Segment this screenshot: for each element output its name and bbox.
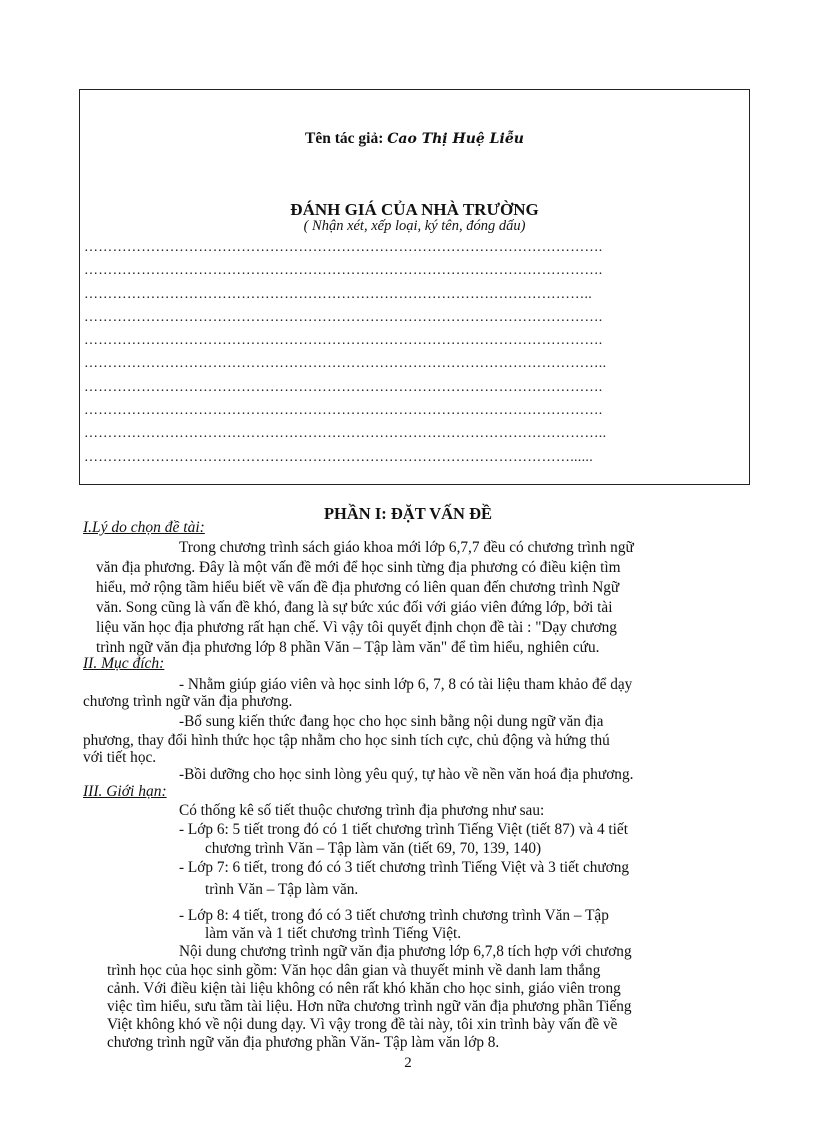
paragraph-line: Việt không khó về nội dung dạy. Vì vậy trong đề tài này, tôi xin trình bày vấn đề về (107, 1016, 618, 1033)
section-heading-reason: I.Lý do chọn đề tài: (83, 519, 205, 536)
paragraph-line: Trong chương trình sách giáo khoa mới lớp 6,7,7 đều có chương trình ngữ (179, 539, 634, 556)
paragraph-line: trình ngữ văn địa phương lớp 8 phần Văn – Tập làm văn" để tìm hiểu, nghiên cứu. (96, 639, 600, 656)
page-number: 2 (404, 1055, 412, 1071)
paragraph-line: văn. Song cũng là vấn đề khó, đang là sự bức xúc đối với giáo viên đứng lớp, bởi tài (96, 599, 613, 616)
paragraph-line: hiểu, mở rộng tầm hiểu biết về vấn đề địa phương có liên quan đến chương trình Ngữ (96, 579, 620, 596)
dot-line: …………………………………………………………………………………………….. (84, 286, 593, 302)
dot-line: ……………………………………………………………………………………………….. (84, 426, 607, 442)
list-item-continuation: trình Văn – Tập làm văn. (205, 881, 359, 898)
paragraph-line: việc tìm hiểu, sưu tầm tài liệu. Hơn nữa chương trình ngữ văn địa phương phần Tiếng (107, 998, 632, 1015)
dot-line: ………………………………………………………………………………………………. (84, 263, 603, 279)
evaluation-subtitle: ( Nhận xét, xếp loại, ký tên, đóng dấu) (303, 218, 526, 234)
paragraph-line: chương trình ngữ văn địa phương. (83, 693, 293, 710)
paragraph-line: chương trình ngữ văn địa phương phần Văn- Tập làm văn lớp 8. (107, 1034, 500, 1051)
author-label: Tên tác giả: (305, 130, 384, 147)
section-heading-scope: III. Giới hạn: (83, 783, 167, 800)
paragraph-line: liệu văn học địa phương rất hạn chế. Vì vậy tôi quyết định chọn đề tài : "Dạy chương (96, 619, 617, 636)
dot-line: ………………………………………………………………………………………………. (84, 333, 603, 349)
evaluation-box (79, 89, 750, 485)
part-title: PHẦN I: ĐẶT VẤN ĐỀ (323, 504, 493, 523)
paragraph-line: với tiết học. (83, 749, 157, 766)
list-item-continuation: chương trình Văn – Tập làm văn (tiết 69, 70, 139, 140) (205, 840, 542, 857)
list-item: - Lớp 8: 4 tiết, trong đó có 3 tiết chương trình chương trình Văn – Tập (179, 907, 609, 924)
paragraph-line: -Bổ sung kiến thức đang học cho học sinh bằng nội dung ngữ văn địa (179, 713, 604, 730)
evaluation-title: ĐÁNH GIÁ CỦA NHÀ TRƯỜNG (290, 200, 539, 219)
dot-line: ………………………………………………………………………………………………. (84, 403, 603, 419)
author-name: Cao Thị Huệ Liễu (387, 131, 524, 147)
dot-line: ………………………………………………………………………………………………. (84, 309, 603, 325)
paragraph-line: phương, thay đổi hình thức học tập nhằm cho học sinh tích cực, chủ động và hứng thú (83, 732, 610, 749)
dot-line: ……………………………………………………………………………………………….. (84, 356, 607, 372)
paragraph-line: văn địa phương. Đây là một vấn đề mới để học sinh từng địa phương có điều kiện tìm (96, 559, 621, 576)
paragraph-line: cảnh. Với điều kiện tài liệu không có nên rất khó khăn cho học sinh, giáo viên trong (107, 980, 621, 997)
dot-line: ………………………………………………………………………………………………. (84, 240, 603, 255)
paragraph-line: -Bồi dưỡng cho học sinh lòng yêu quý, tự hào về nền văn hoá địa phương. (179, 766, 634, 783)
paragraph-line: - Nhằm giúp giáo viên và học sinh lớp 6, 7, 8 có tài liệu tham khảo để dạy (179, 676, 633, 693)
paragraph-line: trình học của học sinh gồm: Văn học dân gian và thuyết minh về danh lam thắng (107, 962, 601, 979)
list-item: - Lớp 6: 5 tiết trong đó có 1 tiết chương trình Tiếng Việt (tiết 87) và 4 tiết (179, 821, 628, 838)
dot-line: …………………………………………………………………………………………...... (84, 449, 593, 465)
list-item-continuation: làm văn và 1 tiết chương trình Tiếng Việt. (205, 925, 462, 942)
dot-line: ………………………………………………………………………………………………. (84, 379, 603, 395)
section-heading-purpose: II. Mục đích: (83, 655, 165, 672)
paragraph-line: Có thống kê số tiết thuộc chương trình địa phương như sau: (179, 802, 545, 819)
list-item: - Lớp 7: 6 tiết, trong đó có 3 tiết chương trình Tiếng Việt và 3 tiết chương (179, 859, 630, 876)
paragraph-line: Nội dung chương trình ngữ văn địa phương lớp 6,7,8 tích hợp với chương (179, 943, 632, 960)
evaluation-dot-lines (84, 236, 744, 469)
author-line (80, 130, 749, 148)
